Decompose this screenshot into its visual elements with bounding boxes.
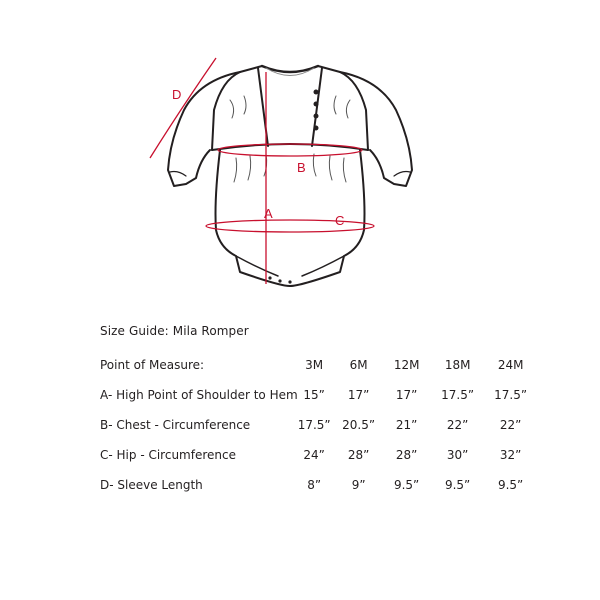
size-table bbox=[92, 350, 533, 500]
row-value: 28” bbox=[347, 448, 370, 462]
header-size: 12M bbox=[393, 358, 420, 372]
row-value: 20.5” bbox=[342, 418, 376, 432]
row-value: 9” bbox=[351, 478, 366, 492]
table-row bbox=[92, 380, 533, 410]
row-label: B- Chest - Circumference bbox=[100, 418, 251, 432]
measure-line-d bbox=[150, 58, 216, 158]
label-b: B bbox=[297, 160, 306, 175]
table-header-row bbox=[92, 350, 533, 380]
row-value: 8” bbox=[307, 478, 322, 492]
row-value: 24” bbox=[303, 448, 325, 462]
measure-line-c bbox=[206, 220, 374, 232]
table-row bbox=[92, 470, 533, 500]
button-details bbox=[268, 90, 318, 284]
header-size: 3M bbox=[305, 358, 324, 372]
romper-outline bbox=[168, 66, 412, 286]
header-label: Point of Measure: bbox=[100, 358, 205, 372]
row-value: 17.5” bbox=[297, 418, 331, 432]
table-row bbox=[92, 410, 533, 440]
label-a: A bbox=[264, 206, 273, 221]
row-value: 17” bbox=[347, 388, 370, 402]
row-label: A- High Point of Shoulder to Hem bbox=[100, 388, 298, 402]
header-size: 6M bbox=[349, 358, 368, 372]
label-c: C bbox=[335, 213, 345, 228]
row-value: 17.5” bbox=[441, 388, 475, 402]
row-value: 21” bbox=[395, 418, 418, 432]
row-value: 22” bbox=[499, 418, 522, 432]
row-value: 22” bbox=[446, 418, 469, 432]
row-value: 32” bbox=[499, 448, 522, 462]
header-size: 18M bbox=[444, 358, 471, 372]
size-guide-title: Size Guide: Mila Romper bbox=[100, 324, 249, 338]
row-value: 17” bbox=[395, 388, 418, 402]
measure-line-b bbox=[218, 144, 362, 156]
row-value: 17.5” bbox=[494, 388, 528, 402]
row-value: 9.5” bbox=[444, 478, 471, 492]
table-row bbox=[92, 440, 533, 470]
row-value: 28” bbox=[395, 448, 418, 462]
row-value: 9.5” bbox=[497, 478, 524, 492]
row-label: D- Sleeve Length bbox=[100, 478, 203, 492]
header-size: 24M bbox=[497, 358, 524, 372]
row-label: C- Hip - Circumference bbox=[100, 448, 236, 462]
row-value: 9.5” bbox=[393, 478, 420, 492]
row-value: 15” bbox=[303, 388, 325, 402]
label-d: D bbox=[172, 87, 182, 102]
row-value: 30” bbox=[446, 448, 469, 462]
